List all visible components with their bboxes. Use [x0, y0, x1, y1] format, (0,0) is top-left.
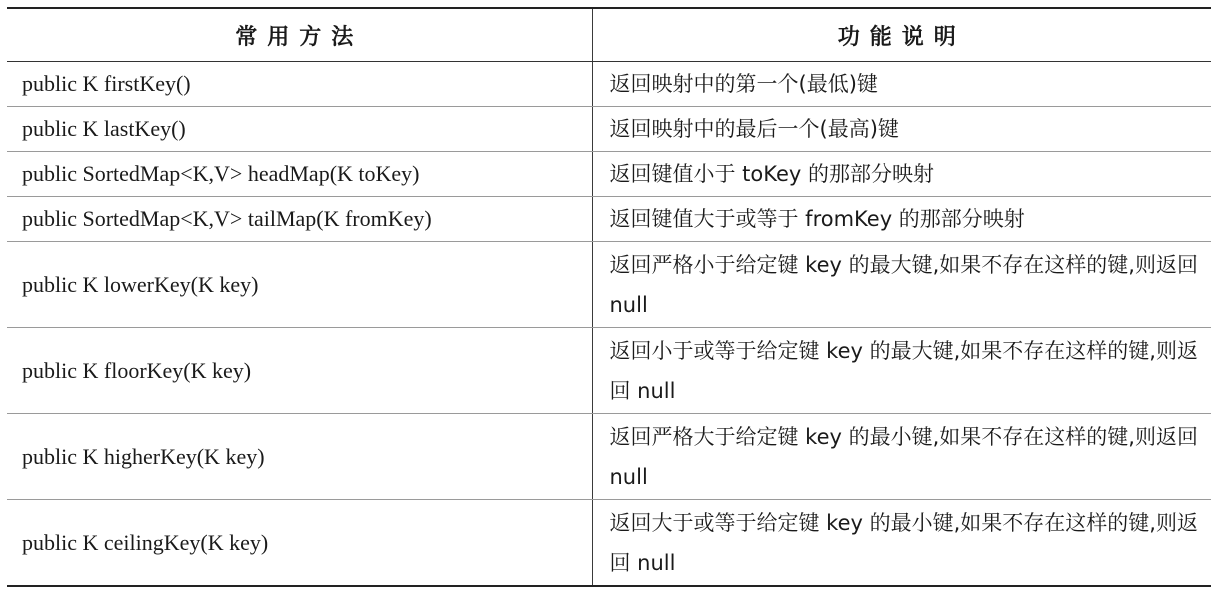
method-cell: public K floorKey(K key) [7, 328, 592, 414]
table-row [7, 62, 1211, 107]
method-cell: public SortedMap<K,V> tailMap(K fromKey) [7, 197, 592, 242]
table-header [7, 8, 1211, 62]
method-cell: public K lastKey() [7, 107, 592, 152]
description-cell: 返回大于或等于给定键 key 的最小键,如果不存在这样的键,则返回 null [592, 500, 1211, 587]
description-cell: 返回映射中的最后一个(最高)键 [592, 107, 1211, 152]
description-cell: 返回映射中的第一个(最低)键 [592, 62, 1211, 107]
header-description: 功能说明 [592, 8, 1211, 62]
method-cell: public K ceilingKey(K key) [7, 500, 592, 587]
description-cell: 返回键值大于或等于 fromKey 的那部分映射 [592, 197, 1211, 242]
method-cell: public K lowerKey(K key) [7, 242, 592, 328]
table-row [7, 414, 1211, 500]
description-cell: 返回小于或等于给定键 key 的最大键,如果不存在这样的键,则返回 null [592, 328, 1211, 414]
table-row [7, 197, 1211, 242]
header-row [7, 8, 1211, 62]
header-method: 常用方法 [7, 8, 592, 62]
table-row [7, 328, 1211, 414]
method-cell: public K higherKey(K key) [7, 414, 592, 500]
methods-table [7, 7, 1211, 587]
method-cell: public SortedMap<K,V> headMap(K toKey) [7, 152, 592, 197]
table-body [7, 62, 1211, 587]
table-row [7, 242, 1211, 328]
description-cell: 返回严格小于给定键 key 的最大键,如果不存在这样的键,则返回 null [592, 242, 1211, 328]
table-row [7, 107, 1211, 152]
description-cell: 返回严格大于给定键 key 的最小键,如果不存在这样的键,则返回 null [592, 414, 1211, 500]
table-row [7, 152, 1211, 197]
description-cell: 返回键值小于 toKey 的那部分映射 [592, 152, 1211, 197]
method-cell: public K firstKey() [7, 62, 592, 107]
table-row [7, 500, 1211, 587]
